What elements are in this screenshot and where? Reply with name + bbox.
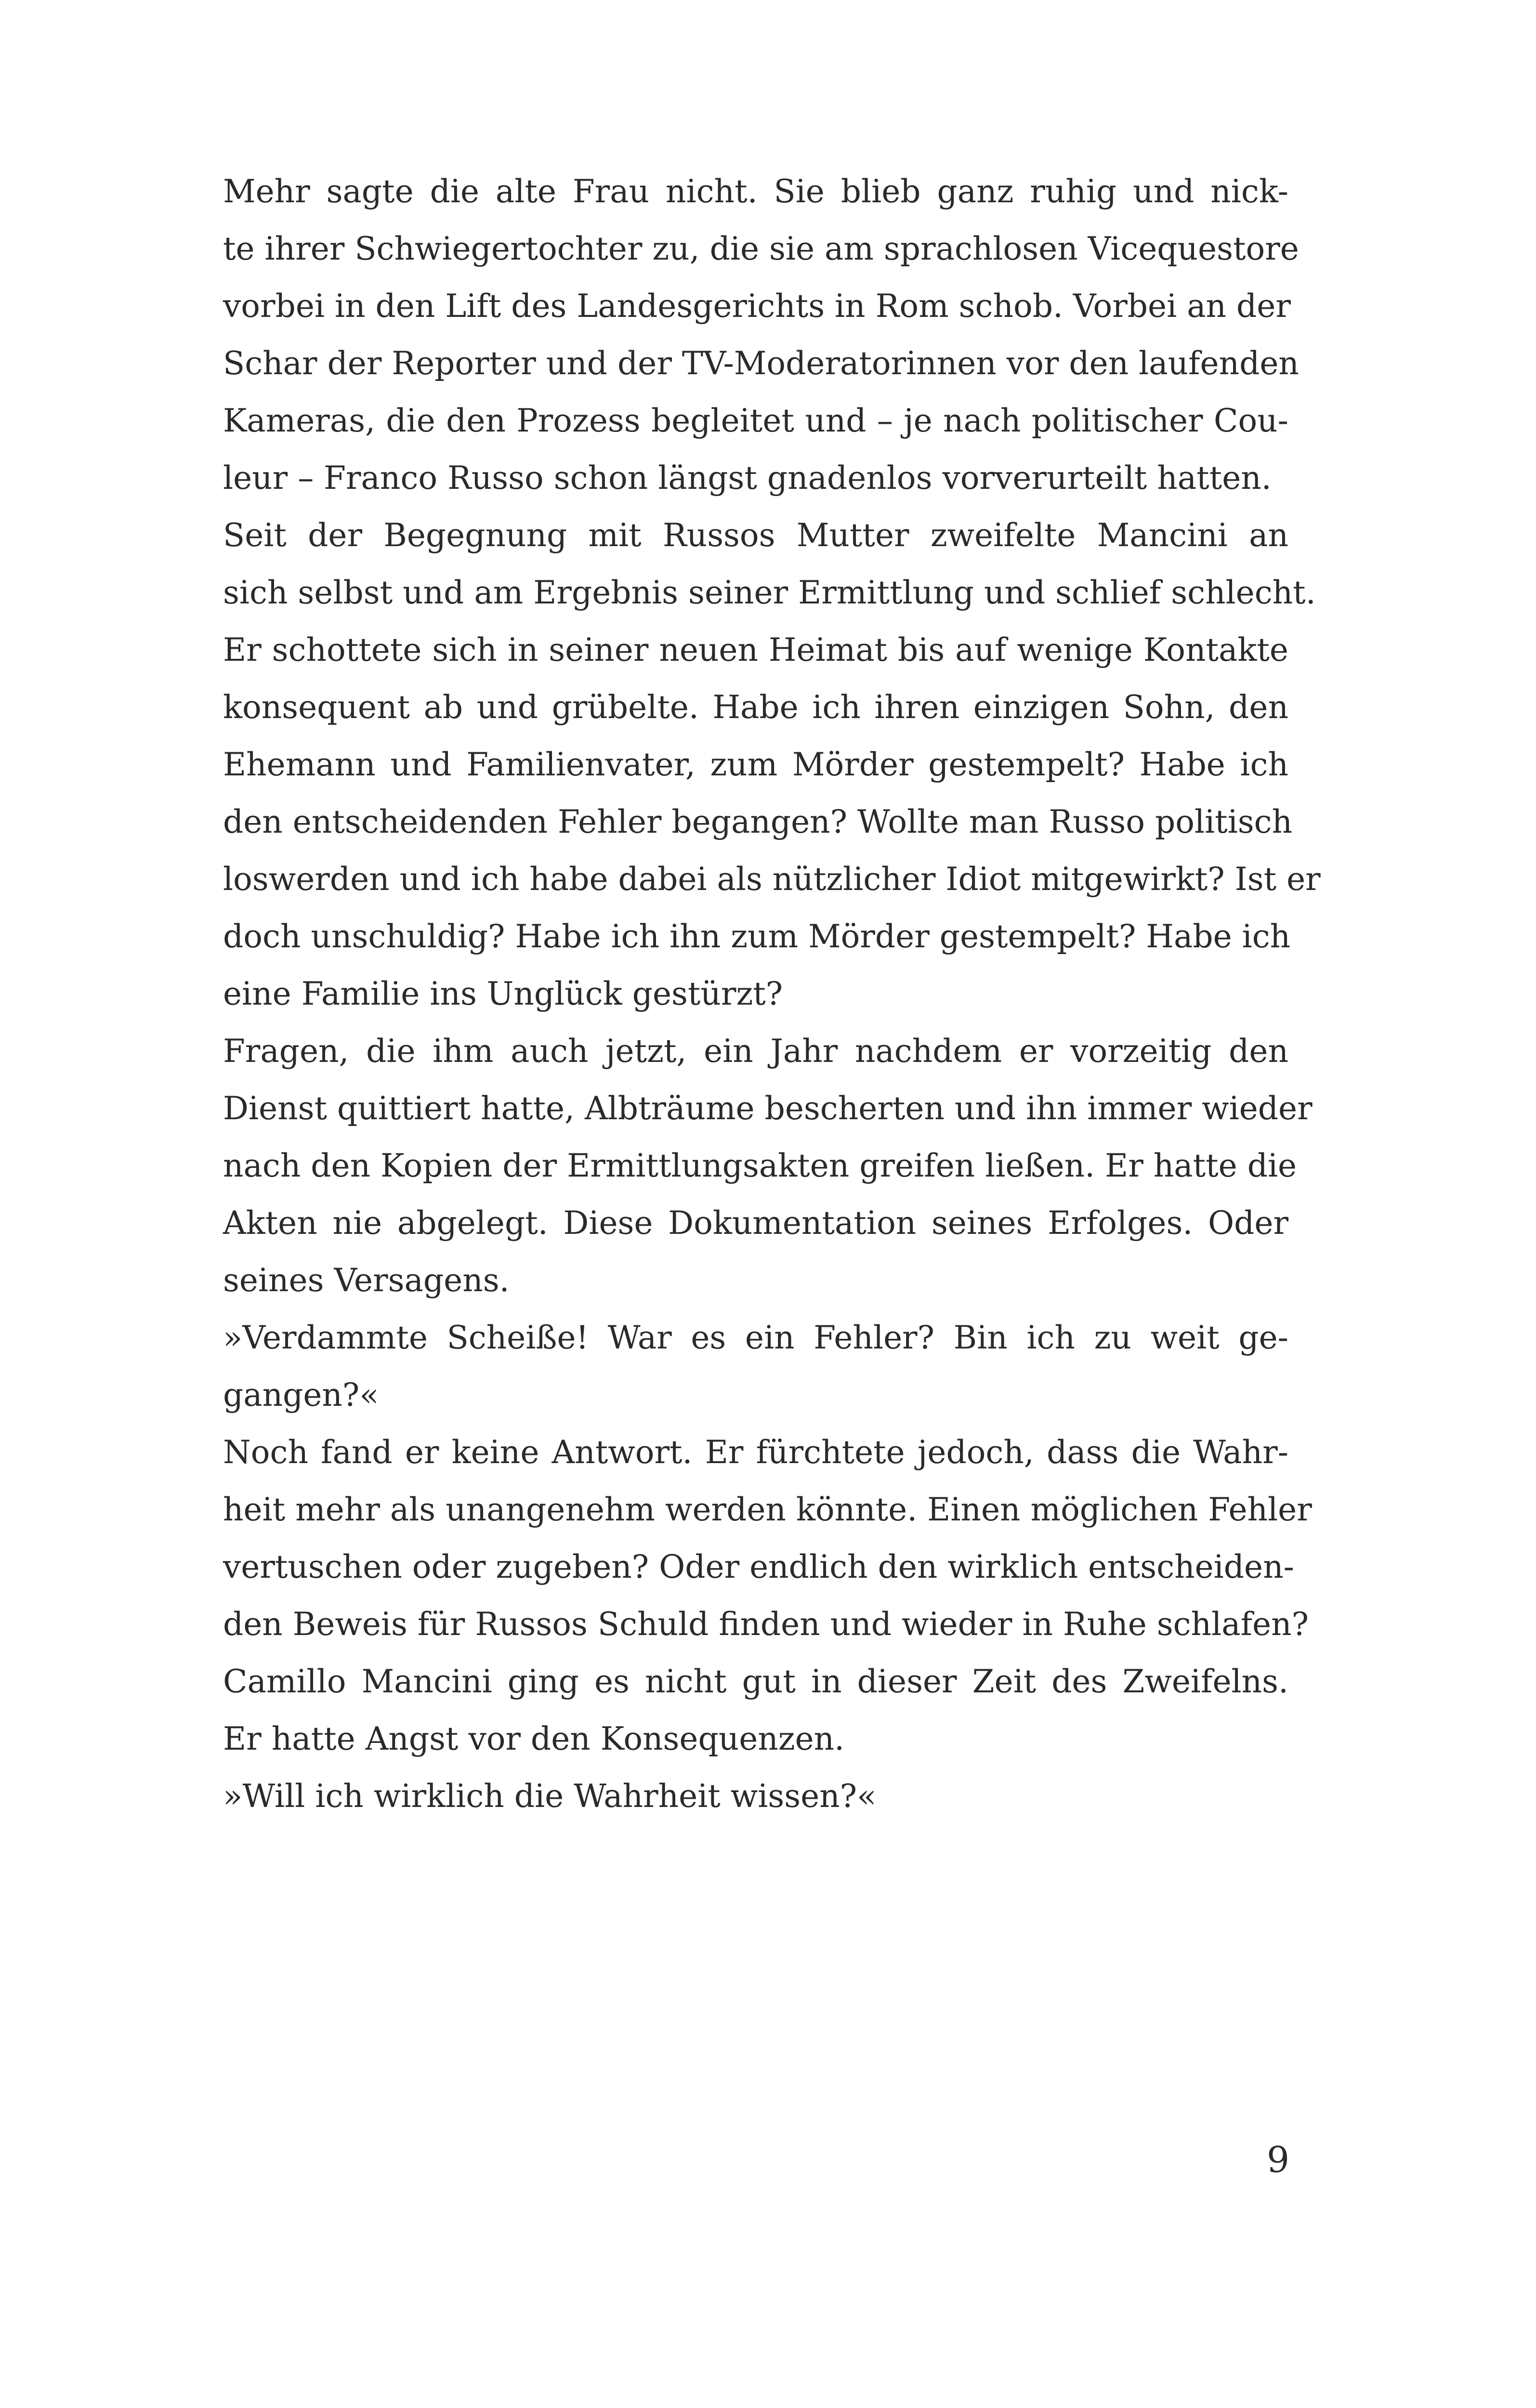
text-line: Fragen, die ihm auch jetzt, ein Jahr nachdem er vorzeitig den	[223, 1033, 1288, 1070]
text-line: vorbei in den Lift des Landesgerichts in Rom schob. Vorbei an der	[223, 288, 1291, 325]
text-line: »Will ich wirklich die Wahrheit wissen?«	[223, 1778, 877, 1815]
text-line: Mehr sagte die alte Frau nicht. Sie blieb ganz ruhig und nick-	[223, 173, 1288, 210]
text-line: Akten nie abgelegt. Diese Dokumentation seines Erfolges. Oder	[223, 1204, 1288, 1242]
text-line: gangen?«	[223, 1376, 379, 1413]
text-line: »Verdammte Scheiße! War es ein Fehler? Bin ich zu weit ge-	[223, 1319, 1288, 1356]
text-line: Seit der Begegnung mit Russos Mutter zweifelte Mancini an	[223, 517, 1288, 554]
paragraph	[181, 1767, 1288, 1825]
text-line: Camillo Mancini ging es nicht gut in dieser Zeit des Zweifelns.	[223, 1663, 1288, 1700]
text-line: loswerden und ich habe dabei als nützlicher Idiot mitgewirkt? Ist er	[223, 861, 1321, 898]
text-line: heit mehr als unangenehm werden könnte. Einen möglichen Fehler	[223, 1491, 1312, 1528]
text-line: Er schottete sich in seiner neuen Heimat bis auf wenige Kontakte	[223, 631, 1288, 668]
paragraph	[181, 163, 1299, 507]
page-number: 9	[1267, 2139, 1290, 2181]
text-line: Ehemann und Familienvater, zum Mörder gestempelt? Habe ich	[223, 746, 1288, 783]
text-line: eine Familie ins Unglück gestürzt?	[223, 975, 783, 1012]
text-line: konsequent ab und grübelte. Habe ich ihren einzigen Sohn, den	[223, 689, 1288, 726]
text-line: Kameras, die den Prozess begleitet und – je nach politischer Cou-	[223, 402, 1288, 439]
text-line: den Beweis für Russos Schuld finden und wieder in Ruhe schlafen?	[223, 1606, 1309, 1643]
text-line: Schar der Reporter und der TV-Moderatorinnen vor den laufenden	[223, 345, 1299, 382]
text-line: den entscheidenden Fehler begangen? Wollte man Russo politisch	[223, 803, 1293, 840]
text-line: vertuschen oder zugeben? Oder endlich den wirklich entscheiden-	[223, 1548, 1294, 1585]
text-line: te ihrer Schwiegertochter zu, die sie am sprachlosen Vicequestore	[223, 230, 1299, 267]
paragraph	[181, 1653, 1288, 1767]
text-line: Dienst quittiert hatte, Albträume bescherten und ihn immer wieder	[223, 1090, 1313, 1127]
paragraph	[181, 1309, 1288, 1424]
paragraph	[181, 1424, 1312, 1653]
text-line: Er hatte Angst vor den Konsequenzen.	[223, 1720, 845, 1757]
text-line: sich selbst und am Ergebnis seiner Ermittlung und schlief schlecht.	[223, 574, 1316, 611]
text-line: doch unschuldig? Habe ich ihn zum Mörder gestempelt? Habe ich	[223, 918, 1291, 955]
body-text	[181, 163, 1321, 1825]
text-line: seines Versagens.	[223, 1262, 510, 1299]
paragraph	[181, 507, 1321, 1022]
paragraph	[181, 1022, 1313, 1309]
text-line: leur – Franco Russo schon längst gnadenlos vorverurteilt hatten.	[223, 459, 1272, 497]
text-line: nach den Kopien der Ermittlungsakten greifen ließen. Er hatte die	[223, 1147, 1297, 1184]
text-line: Noch fand er keine Antwort. Er fürchtete jedoch, dass die Wahr-	[223, 1434, 1288, 1471]
